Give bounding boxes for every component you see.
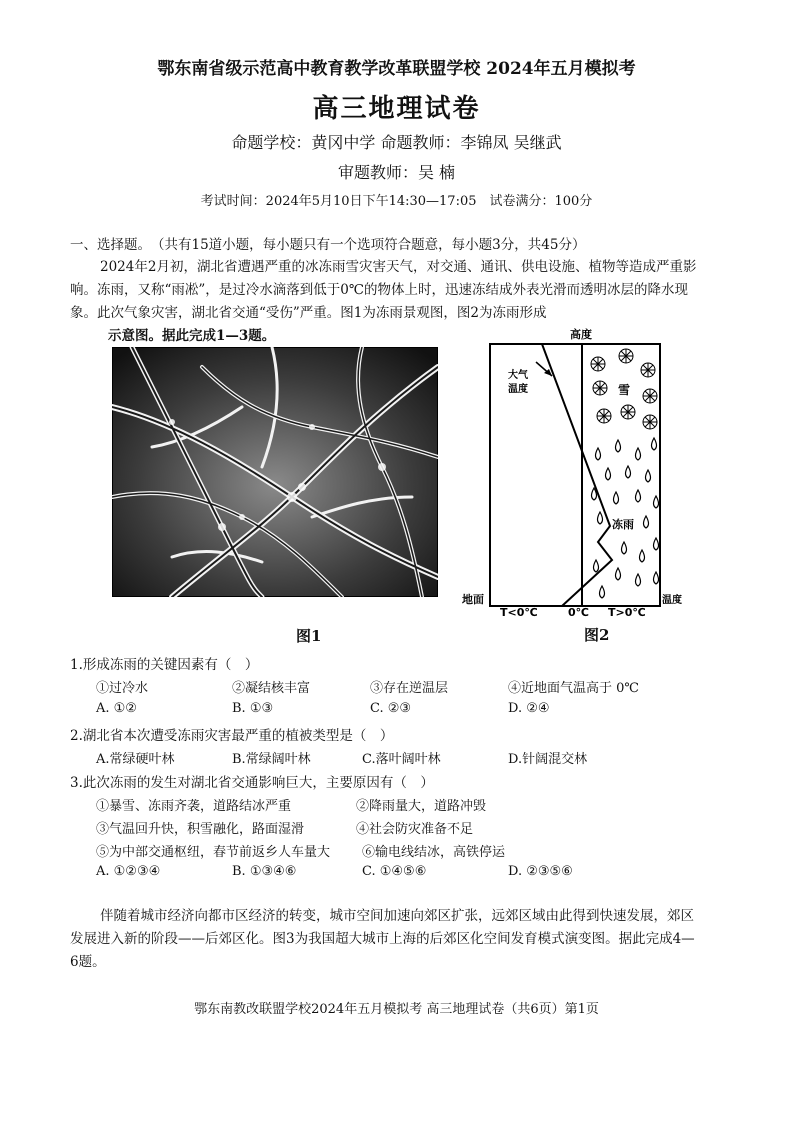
figure1-photo xyxy=(112,347,438,597)
question-3-stem: 3.此次冻雨的发生对湖北省交通影响巨大，主要原因有（ ） xyxy=(70,775,434,791)
q1-choice-d[interactable]: D. ②④ xyxy=(508,701,550,716)
exam-time-line: 考试时间：2024年5月10日下午14:30—17:05 试卷满分：100分 xyxy=(200,194,593,209)
q3-item-2: ②降雨量大，道路冲毁 xyxy=(356,799,487,814)
reviewer-line: 审题教师：吴 楠 xyxy=(337,163,456,182)
q1-item-2: ②凝结核丰富 xyxy=(232,681,311,696)
label-zero: 0℃ xyxy=(568,606,589,618)
authors-line: 命题学校：黄冈中学 命题教师：李锦凤 吴继武 xyxy=(231,133,562,152)
q3-item-6: ⑥输电线结冰，高铁停运 xyxy=(362,845,506,860)
page-footer: 鄂东南教改联盟学校2024年五月模拟考 高三地理试卷（共6页）第1页 xyxy=(194,1002,599,1017)
question-1-stem: 1.形成冻雨的关键因素有（ ） xyxy=(70,657,259,673)
intro-line-4: 示意图。据此完成1—3题。 xyxy=(108,328,276,344)
q3-item-1: ①暴雪、冻雨齐袭，道路结冰严重 xyxy=(96,799,292,814)
intro-line-2: 响。冻雨，又称“雨凇”，是过冷水滴落到低于0℃的物体上时，迅速冻结成外表光滑而透明冰层的降水现 xyxy=(70,282,688,298)
q1-item-4: ④近地面气温高于 0℃ xyxy=(508,681,639,696)
q3-choice-a[interactable]: A. ①②③④ xyxy=(96,864,161,879)
q3-item-5: ⑤为中部交通枢纽，春节前返乡人车量大 xyxy=(96,845,331,860)
q2-choice-b[interactable]: B.常绿阔叶林 xyxy=(232,752,311,767)
figure1-caption: 图1 xyxy=(296,627,322,645)
label-t-below: T<0℃ xyxy=(500,606,538,618)
label-snow: 雪 xyxy=(618,383,631,397)
intro-line-1: 2024年2月初，湖北省遭遇严重的冰冻雨雪灾害天气，对交通、通讯、供电设施、植物等造成严重影 xyxy=(100,259,697,275)
figure2-diagram xyxy=(460,328,688,618)
q3-item-4: ④社会防灾准备不足 xyxy=(356,822,474,837)
section2-line-2: 发展进入新的阶段——后郊区化。图3为我国超大城市上海的后郊区化空间发育模式演变图。据此完成4— xyxy=(70,931,695,947)
intro-line-3: 象。此次气象灾害，湖北省交通“受伤”严重。图1为冻雨景观图，图2为冻雨形成 xyxy=(70,305,547,321)
q1-choice-c[interactable]: C. ②③ xyxy=(370,701,412,716)
q2-choice-a[interactable]: A.常绿硬叶林 xyxy=(96,752,175,767)
label-temperature: 温度 xyxy=(662,595,682,606)
section2-line-3: 6题。 xyxy=(70,954,106,970)
figure2-caption: 图2 xyxy=(584,626,610,644)
q2-choice-c[interactable]: C.落叶阔叶林 xyxy=(362,752,441,767)
q3-item-3: ③气温回升快，积雪融化，路面湿滑 xyxy=(96,822,305,837)
label-air-temp-1: 大气 xyxy=(508,370,528,381)
q1-item-1: ①过冷水 xyxy=(96,681,149,696)
section1-heading: 一、选择题。 （共有15道小题，每小题只有一个选项符合题意，每小题3分，共45分） xyxy=(70,237,586,253)
page-title: 高三地理试卷 xyxy=(312,94,481,124)
label-ground: 地面 xyxy=(462,593,484,606)
exam-header-line: 鄂东南省级示范高中教育教学改革联盟学校 2024年五月模拟考 xyxy=(157,59,636,79)
q1-choice-a[interactable]: A. ①② xyxy=(96,701,137,716)
label-t-above: T>0℃ xyxy=(608,606,646,618)
label-freezing-rain: 冻雨 xyxy=(612,518,634,531)
label-height: 高度 xyxy=(570,328,592,341)
q3-choice-c[interactable]: C. ①④⑤⑥ xyxy=(362,864,427,879)
question-2-stem: 2.湖北省本次遭受冻雨灾害最严重的植被类型是（ ） xyxy=(70,728,394,744)
q3-choice-d[interactable]: D. ②③⑤⑥ xyxy=(508,864,573,879)
q3-choice-b[interactable]: B. ①③④⑥ xyxy=(232,864,297,879)
q1-choice-b[interactable]: B. ①③ xyxy=(232,701,274,716)
q1-item-3: ③存在逆温层 xyxy=(370,681,449,696)
q2-choice-d[interactable]: D.针阔混交林 xyxy=(508,752,588,767)
section2-line-1: 伴随着城市经济向都市区经济的转变，城市空间加速向郊区扩张，远郊区域由此得到快速发展，郊区 xyxy=(100,908,694,924)
label-air-temp-2: 温度 xyxy=(508,384,528,395)
